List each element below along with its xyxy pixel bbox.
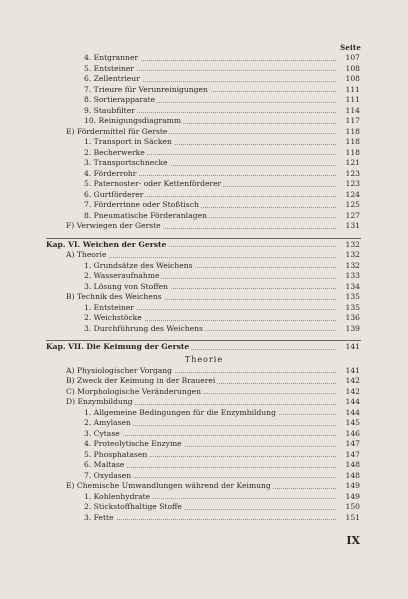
toc-entry: [0, 200, 408, 211]
toc-entry-label: 8. Sortierapparate: [84, 95, 156, 104]
toc-entry-page: 118: [345, 126, 360, 136]
toc-entry-page: 147: [345, 439, 360, 448]
toc-entry-page: 131: [345, 221, 360, 230]
toc-entry: [0, 261, 408, 272]
toc-entry-page: 107: [345, 53, 360, 62]
toc-entry-label: 5. Phosphatasen: [84, 449, 148, 459]
toc-entry: [0, 137, 408, 148]
toc-entry-label: 4. Proteolytische Enzyme: [84, 439, 182, 448]
toc-entry-label: 9. Staubfilter: [84, 105, 135, 115]
toc-entry-label: A) Theorie: [66, 250, 107, 259]
toc-entry: [0, 324, 408, 335]
toc-entry-page: 111: [345, 84, 360, 94]
leader-dots: [84, 519, 336, 520]
toc-block-weichen: [0, 250, 408, 334]
toc-entry-page: 142: [345, 386, 360, 396]
toc-entry-page: 145: [345, 418, 360, 427]
toc-block-keimung: [0, 366, 408, 524]
toc-entry: [0, 502, 408, 513]
toc-entry-label: 1. Entsteiner: [84, 302, 135, 312]
toc-entry-page: 132: [345, 250, 360, 259]
chapter-title: Kap. VII. Die Keimung der Gerste: [46, 342, 190, 351]
toc-entry-page: 118: [345, 147, 360, 157]
toc-entry-label: E) Chemische Umwandlungen während der Keimung: [66, 481, 271, 490]
toc-entry: [0, 408, 408, 419]
toc-entry-label: A) Physiologischer Vorgang: [66, 365, 173, 375]
toc-entry: [0, 376, 408, 387]
toc-entry-label: 3. Durchführung des Weichens: [84, 323, 203, 333]
leader-dots: [84, 435, 336, 436]
toc-entry: [0, 429, 408, 440]
toc-entry: [0, 397, 408, 408]
toc-entry-label: 8. Pneumatische Förderanlagen: [84, 210, 207, 220]
toc-entry-label: 6. Zellentrieur: [84, 74, 140, 83]
toc-entry-label: 6. Gurtförderer: [84, 189, 144, 199]
toc-entry: [0, 387, 408, 398]
toc-entry: [0, 169, 408, 180]
section-heading-theorie: Theorie: [184, 354, 224, 364]
toc-entry-label: 3. Lösung von Stoffen: [84, 281, 168, 291]
toc-entry-page: 127: [345, 210, 360, 220]
toc-entry: [0, 418, 408, 429]
toc-entry: [0, 513, 408, 524]
toc-entry-label: 3. Cytase: [84, 428, 120, 438]
toc-entry-label: 2. Weichstöcke: [84, 313, 142, 322]
toc-entry: [0, 106, 408, 117]
toc-entry-label: 6. Maltase: [84, 460, 125, 469]
toc-entry-label: 7. Förderrinne oder Stoßtisch: [84, 200, 199, 209]
toc-entry-page: 149: [345, 481, 360, 490]
toc-entry: [0, 492, 408, 503]
toc-entry-label: 3. Fette: [84, 512, 114, 522]
toc-entry-page: 148: [345, 470, 360, 480]
toc-entry: [0, 471, 408, 482]
page-number: IX: [346, 534, 360, 547]
toc-entry-page: 125: [345, 200, 360, 209]
chapter-page: 132: [345, 239, 360, 249]
toc-entry: [0, 64, 408, 75]
toc-entry-page: 144: [345, 407, 360, 417]
toc-entry-page: 117: [345, 116, 360, 125]
toc-entry: [0, 313, 408, 324]
toc-entry: [0, 95, 408, 106]
toc-entry-label: E) Fördermittel für Gerste: [66, 126, 168, 136]
toc-entry-page: 108: [345, 74, 360, 83]
toc-entry: [0, 271, 408, 282]
toc-entry-page: 150: [345, 502, 360, 511]
chapter-divider: [46, 238, 361, 239]
toc-entry: [0, 53, 408, 64]
toc-entry: [0, 158, 408, 169]
toc-entry-label: 5. Entsteiner: [84, 63, 135, 73]
toc-entry-page: 118: [345, 137, 360, 146]
chapter-divider: [46, 340, 361, 341]
toc-entry: [0, 179, 408, 190]
toc-entry-label: 5. Paternoster- oder Kettenförderer: [84, 179, 222, 188]
toc-entry-page: 121: [345, 158, 360, 167]
chapter-page: 141: [345, 342, 360, 351]
toc-entry-label: 2. Becherwerke: [84, 147, 145, 157]
toc-entry: [0, 481, 408, 492]
toc-entry: [0, 292, 408, 303]
toc-entry-label: F) Verwiegen der Gerste: [66, 221, 161, 230]
toc-entry: [0, 190, 408, 201]
toc-entry-label: 7. Oxydasen: [84, 470, 132, 480]
toc-entry-label: 3. Transportschnecke: [84, 158, 168, 167]
toc-entry: [0, 282, 408, 293]
toc-entry-page: 123: [345, 168, 360, 178]
toc-entry-page: 149: [345, 491, 360, 501]
toc-entry: [0, 221, 408, 232]
toc-entry: [0, 303, 408, 314]
toc-entry-page: 114: [345, 105, 360, 115]
toc-entry-page: 134: [345, 281, 360, 291]
chapter-row: [0, 342, 408, 353]
seite-header: Seite: [340, 43, 361, 52]
toc-entry-label: 2. Stickstoffhaltige Stoffe: [84, 502, 182, 511]
toc-entry: [0, 366, 408, 377]
toc-entry: [0, 148, 408, 159]
toc-entry-label: 1. Grundsätze des Weichens: [84, 260, 193, 270]
toc-entry: [0, 85, 408, 96]
toc-entry-page: 144: [345, 397, 360, 406]
toc-entry-page: 108: [345, 63, 360, 73]
toc-entry-page: 123: [345, 179, 360, 188]
toc-entry: [0, 250, 408, 261]
toc-entry-label: B) Zweck der Keimung in der Brauerei: [66, 376, 216, 385]
toc-entry-page: 151: [345, 512, 360, 522]
toc-entry-label: D) Enzymbildung: [66, 397, 133, 406]
toc-entry-label: 4. Förderrohr: [84, 168, 137, 178]
toc-entry-page: 141: [345, 365, 360, 375]
toc-entry-page: 133: [345, 271, 360, 280]
toc-entry-label: B) Technik des Weichens: [66, 292, 162, 301]
toc-entry-label: 2. Wasseraufnahme: [84, 271, 160, 280]
toc-entry: [0, 74, 408, 85]
chapter-title: Kap. VI. Weichen der Gerste: [46, 239, 167, 249]
toc-entry: [0, 116, 408, 127]
toc-entry-label: 7. Trieure für Verunreinigungen: [84, 84, 208, 94]
toc-entry-label: 2. Amylasen: [84, 418, 131, 427]
toc-entry: [0, 439, 408, 450]
toc-entry-page: 148: [345, 460, 360, 469]
toc-entry: [0, 450, 408, 461]
table-of-contents: [0, 53, 408, 523]
toc-entry-label: 1. Kohlenhydrate: [84, 491, 151, 501]
toc-entry-page: 146: [345, 428, 360, 438]
chapter-row: [0, 240, 408, 251]
toc-entry-page: 111: [345, 95, 360, 104]
toc-entry: [0, 211, 408, 222]
toc-block-reinigung: [0, 53, 408, 232]
toc-entry: [0, 127, 408, 138]
toc-entry-page: 135: [345, 292, 360, 301]
toc-entry: [0, 460, 408, 471]
toc-entry-label: 4. Entgranner: [84, 53, 139, 62]
toc-entry-label: 1. Allgemeine Bedingungen für die Enzymbildung: [84, 407, 276, 417]
toc-entry-page: 147: [345, 449, 360, 459]
toc-entry-page: 135: [345, 302, 360, 312]
toc-entry-page: 142: [345, 376, 360, 385]
toc-entry-label: 1. Transport in Säcken: [84, 137, 172, 146]
toc-entry-page: 132: [345, 260, 360, 270]
toc-entry-label: C) Morphologische Veränderungen: [66, 386, 202, 396]
toc-entry-page: 139: [345, 323, 360, 333]
toc-entry-label: 10. Reinigungsdiagramm: [84, 116, 182, 125]
toc-entry-page: 136: [345, 313, 360, 322]
toc-entry-page: 124: [345, 189, 360, 199]
